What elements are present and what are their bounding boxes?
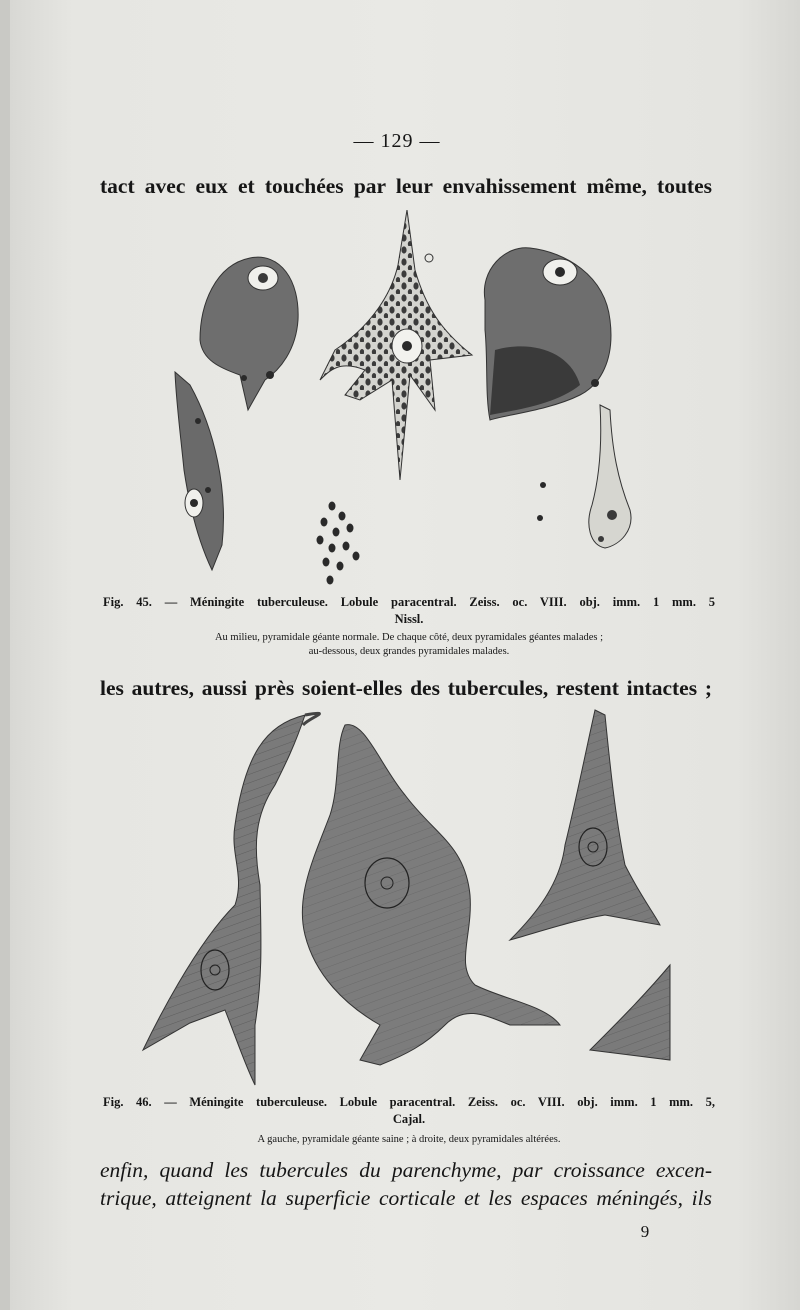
granule-cluster — [317, 502, 360, 585]
body-text-line-2: les autres, aussi près soient-elles des tubercules, restent intactes ; — [100, 676, 712, 700]
cell-left-upper — [200, 257, 298, 410]
cell-right-lower-fragment — [590, 965, 670, 1060]
cell-left-healthy — [143, 713, 319, 1085]
figure-46-illustration — [135, 705, 675, 1090]
figure-46-caption: Fig. 46. — Méningite tuberculeuse. Lobule paracentral. Zeiss. oc. VIII. obj. imm. 1 mm. 5, — [103, 1095, 715, 1109]
cell-center-altered — [302, 725, 560, 1065]
figure-45-legend-line-1: Au milieu, pyramidale géante normale. De chaque côté, deux pyramidales géantes malades ; — [214, 632, 604, 643]
figure-46-stain: Cajal. — [392, 1112, 426, 1126]
body-text-line-1: tact avec eux et touchées par leur envahissement même, toutes — [100, 174, 712, 198]
figure-45-illustration — [160, 210, 650, 590]
body-text-line-3: enfin, quand les tubercules du parenchyme, par croissance excen- — [100, 1158, 712, 1182]
body-text-line-4: trique, atteignent la superficie corticale et les espaces méningés, ils — [100, 1186, 712, 1210]
figure-45-stain: Nissl. — [394, 612, 424, 626]
figure-45-caption: Fig. 45. — Méningite tuberculeuse. Lobule paracentral. Zeiss. oc. VIII. obj. imm. 1 mm. 5 — [103, 595, 715, 609]
cell-left-lower — [175, 372, 223, 570]
figure-45-legend-line-2: au-dessous, deux grandes pyramidales malades. — [308, 646, 510, 657]
page-number: — 129 — — [353, 130, 441, 152]
figure-46-legend: A gauche, pyramidale géante saine ; à droite, deux pyramidales altérées. — [257, 1134, 561, 1145]
cell-center-normal — [320, 210, 472, 480]
cell-right-lower — [589, 405, 631, 548]
cell-right-upper-altered — [510, 710, 660, 940]
cell-right-upper — [484, 248, 611, 420]
signature-mark: 9 — [640, 1222, 650, 1241]
